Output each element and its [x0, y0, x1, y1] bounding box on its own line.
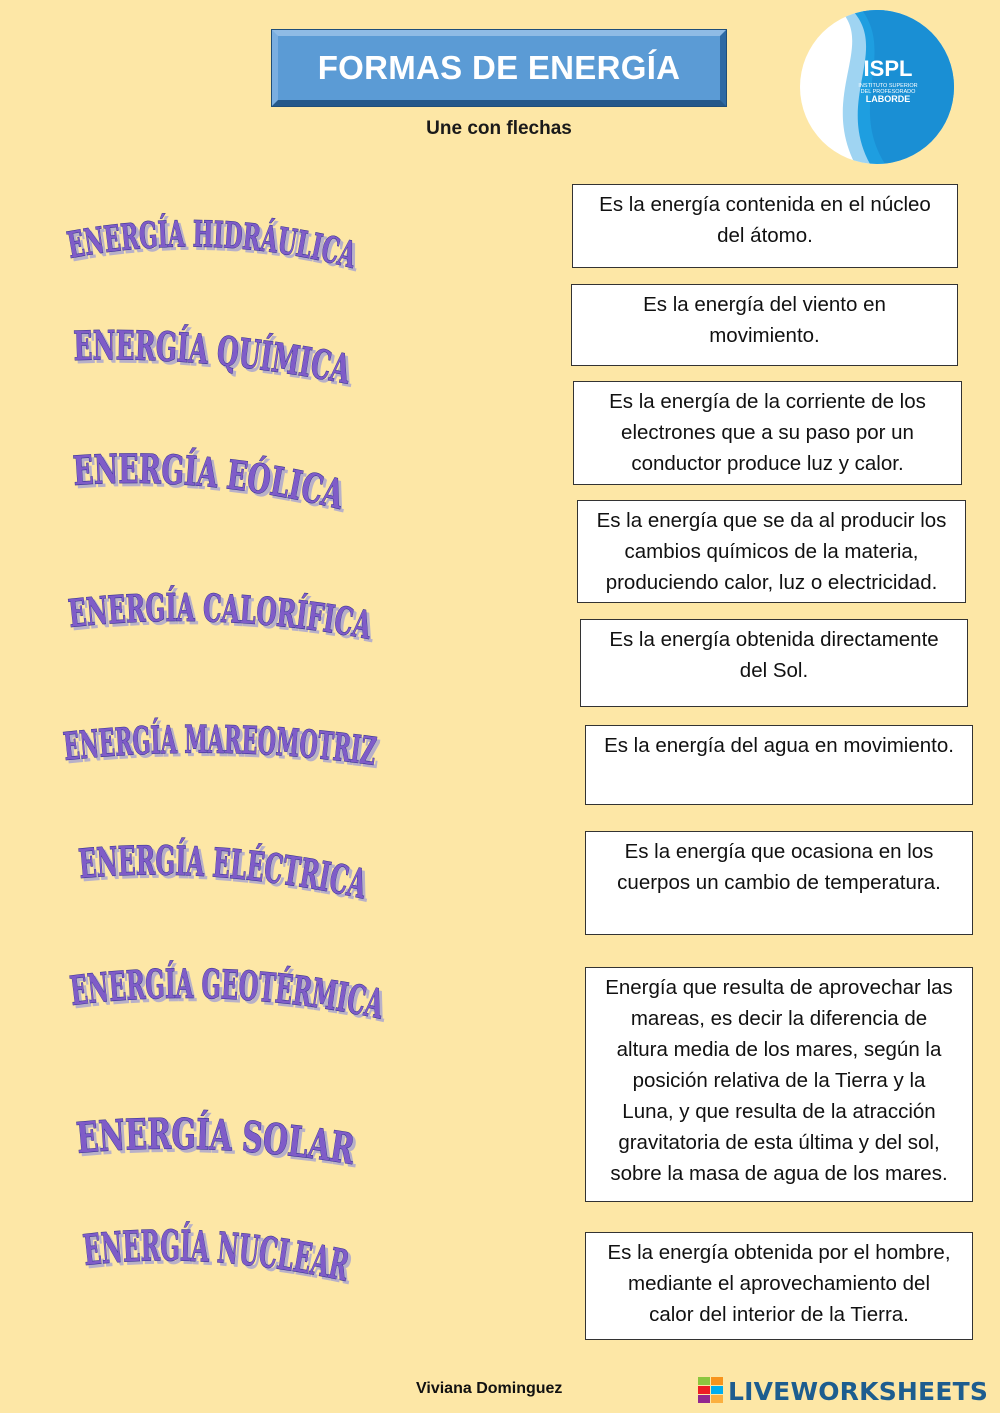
definition-line: Es la energía obtenida por el hombre,: [607, 1241, 951, 1264]
definition-box-8[interactable]: [585, 967, 973, 1202]
svg-text:ENERGÍA CALORÍFICA: [66, 584, 387, 650]
definition-box-1[interactable]: [572, 184, 958, 268]
term-label: ENERGÍA HIDRÁULICA: [64, 213, 372, 280]
definition-line: del Sol.: [739, 659, 809, 682]
term-geotermica[interactable]: [62, 955, 401, 1045]
definition-box-9[interactable]: [585, 1232, 973, 1340]
svg-text:ENERGÍA QUÍMICA: [72, 322, 366, 396]
svg-text:ENERGÍA SOLAR: [74, 1109, 369, 1176]
definition-box-6[interactable]: [585, 725, 973, 805]
term-solar[interactable]: [68, 1105, 368, 1195]
term-quimica[interactable]: [64, 315, 364, 405]
definition-line: Es la energía que ocasiona en los: [624, 840, 934, 863]
definition-line: Es la energía del viento en: [643, 293, 886, 316]
definition-box-2[interactable]: [571, 284, 958, 366]
term-label: ENERGÍA CALORÍFICA: [66, 584, 387, 650]
definition-line: gravitatoria de esta última y del sol,: [618, 1131, 940, 1154]
term-label: ENERGÍA NUCLEAR: [80, 1220, 369, 1294]
definition-line: mareas, es decir la diferencia de: [630, 1007, 928, 1030]
term-label: ENERGÍA GEOTÉRMICA: [67, 960, 401, 1031]
svg-text:ENERGÍA EÓLICA: [71, 445, 359, 522]
logo-line-3: LABORDE: [865, 94, 911, 104]
liveworksheets-icon: [698, 1377, 724, 1405]
definition-box-5[interactable]: [580, 619, 968, 707]
term-nuclear[interactable]: [75, 1215, 369, 1310]
svg-text:ENERGÍA NUCLEAR: [80, 1220, 369, 1294]
author-name: Viviana Dominguez: [416, 1380, 563, 1397]
svg-text:ENERGÍA ELÉCTRICA: [76, 837, 384, 911]
logo-line-2: DEL PROFESORADO: [860, 89, 916, 95]
definition-line: Es la energía del agua en movimiento.: [604, 734, 954, 757]
ispl-logo: [800, 10, 954, 164]
definition-line: sobre la masa de agua de los mares.: [610, 1162, 948, 1185]
definition-line: cambios químicos de la materia,: [624, 540, 919, 563]
definition-line: electrones que a su paso por un: [621, 421, 914, 444]
definition-line: Es la energía que se da al producir los: [596, 509, 947, 532]
liveworksheets-brand[interactable]: [698, 1374, 988, 1408]
instructions: Une con flechas: [426, 118, 572, 139]
definition-line: Es la energía de la corriente de los: [609, 390, 926, 413]
term-label: ENERGÍA EÓLICA: [71, 445, 359, 522]
definition-line: del átomo.: [717, 224, 813, 247]
definition-line: Energía que resulta de aprovechar las: [605, 976, 953, 999]
definition-line: cuerpos un cambio de temperatura.: [617, 871, 941, 894]
definition-line: Luna, y que resulta de la atracción: [622, 1100, 936, 1123]
definition-line: calor del interior de la Tierra.: [649, 1303, 909, 1326]
term-electrica[interactable]: [70, 830, 384, 920]
definition-line: conductor produce luz y calor.: [631, 452, 904, 475]
definition-line: produciendo calor, luz o electricidad.: [605, 571, 938, 594]
definition-box-3[interactable]: [573, 381, 962, 485]
page-title: FORMAS DE ENERGÍA: [317, 49, 681, 86]
svg-text:ENERGÍA GEOTÉRMICA: [67, 960, 401, 1031]
term-calorifica[interactable]: [60, 575, 385, 665]
term-label: ENERGÍA SOLAR: [74, 1109, 369, 1176]
definition-line: movimiento.: [709, 324, 820, 347]
definition-line: altura media de los mares, según la: [616, 1038, 942, 1061]
svg-text:ENERGÍA MAREOMOTRIZ: [61, 716, 392, 776]
term-label: ENERGÍA MAREOMOTRIZ: [61, 716, 392, 776]
definition-line: Es la energía obtenida directamente: [609, 628, 939, 651]
definition-line: Es la energía contenida en el núcleo: [599, 193, 931, 216]
definition-line: mediante el aprovechamiento del: [628, 1272, 930, 1295]
term-hidraulica[interactable]: [60, 200, 370, 290]
definition-box-7[interactable]: [585, 831, 973, 935]
svg-text:ENERGÍA HIDRÁULICA: [64, 213, 372, 280]
logo-line-1: INSTITUTO SUPERIOR: [858, 83, 918, 89]
term-eolica[interactable]: [64, 440, 359, 530]
term-label: ENERGÍA ELÉCTRICA: [76, 837, 384, 911]
brand-label: LIVEWORKSHEETS: [728, 1376, 989, 1406]
definition-line: posición relativa de la Tierra y la: [632, 1069, 926, 1092]
title-box: [272, 30, 726, 106]
logo-name: ISPL: [863, 56, 913, 81]
term-mareomotriz[interactable]: [55, 705, 392, 790]
definition-box-4[interactable]: [577, 500, 966, 603]
term-label: ENERGÍA QUÍMICA: [72, 322, 366, 396]
